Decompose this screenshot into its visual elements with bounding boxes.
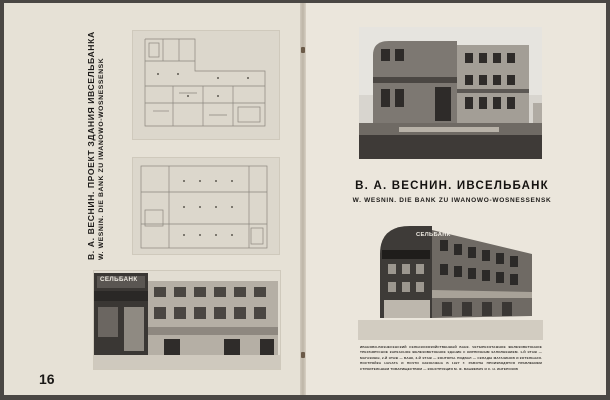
book-gutter bbox=[300, 3, 306, 395]
left-vertical-subtitle: W. WESNIN. DIE BANK ZU IWANOWO-WOSNESSENSK bbox=[98, 57, 105, 260]
building-photo bbox=[359, 27, 542, 159]
floor-plan-ground bbox=[132, 157, 280, 255]
photo-caption: ИВАНОВО-ВОЗНЕСЕНСКИЙ СЕЛЬСКОХОЗЯЙСТВЕННЫЙ БАНК. ЧЕТЫРЕХЭТАЖНОЕ ЖЕЛЕЗОБЕТОННОЕ ТРЕХЪЯРУСНОЕ КАРКАСНОЕ ЖЕЛЕЗОБЕТОННОЕ ЗДАНИЕ С КИРПИЧНЫМ ЗАПОЛНЕНИЕМ. 1-Й ЭТАЖ — МАГАЗИНЫ, 2-Й ЭТАЖ — БАНК, 3-Й ЭТАЖ — КОНТОРЫ. ПОДВАЛ — СКЛАДЫ МАГАЗИНОВ И КОТЕЛЬНАЯ. ПОСТРОЙКА НАЧАТА И ПОЧТИ ЗАКОНЧЕНА В 1927 Г. РАБОТЫ ПРОИЗВОДЯТСЯ ПРАВЛЕНИЕМ СТРОИТЕЛЬНЫМ ТОВАРИЩЕСТВОМ — КОНСТРУКЦИЯ М. Ф. ВАШКЕВИЧ И С. Н. ИНГЕРОЗОВ bbox=[360, 345, 542, 371]
page-number: 16 bbox=[39, 371, 55, 387]
building-model-image bbox=[358, 220, 543, 340]
floor-plan-ground-drawing bbox=[133, 158, 279, 254]
building-photo-image bbox=[359, 27, 542, 159]
staple-icon bbox=[301, 352, 305, 358]
facade-elevation bbox=[93, 270, 281, 370]
staple-icon bbox=[301, 47, 305, 53]
right-page-title: В. А. ВЕСНИН. ИВСЕЛЬБАНК bbox=[355, 180, 549, 192]
elevation-sign: СЕЛЬБАНК bbox=[100, 276, 138, 283]
model-sign: СЕЛЬБАНК bbox=[416, 232, 451, 238]
building-model-photo bbox=[358, 220, 543, 340]
left-vertical-title: В. А. ВЕСНИН. ПРОЕКТ ЗДАНИЯ ИВСЕЛЬБАНКА bbox=[86, 31, 96, 260]
floor-plan-upper bbox=[132, 30, 280, 140]
facade-elevation-drawing bbox=[94, 271, 280, 369]
right-page-subtitle: W. WESNIN. DIE BANK ZU IWANOWO-WOSNESSENSK bbox=[352, 197, 552, 204]
floor-plan-upper-drawing bbox=[133, 31, 279, 139]
